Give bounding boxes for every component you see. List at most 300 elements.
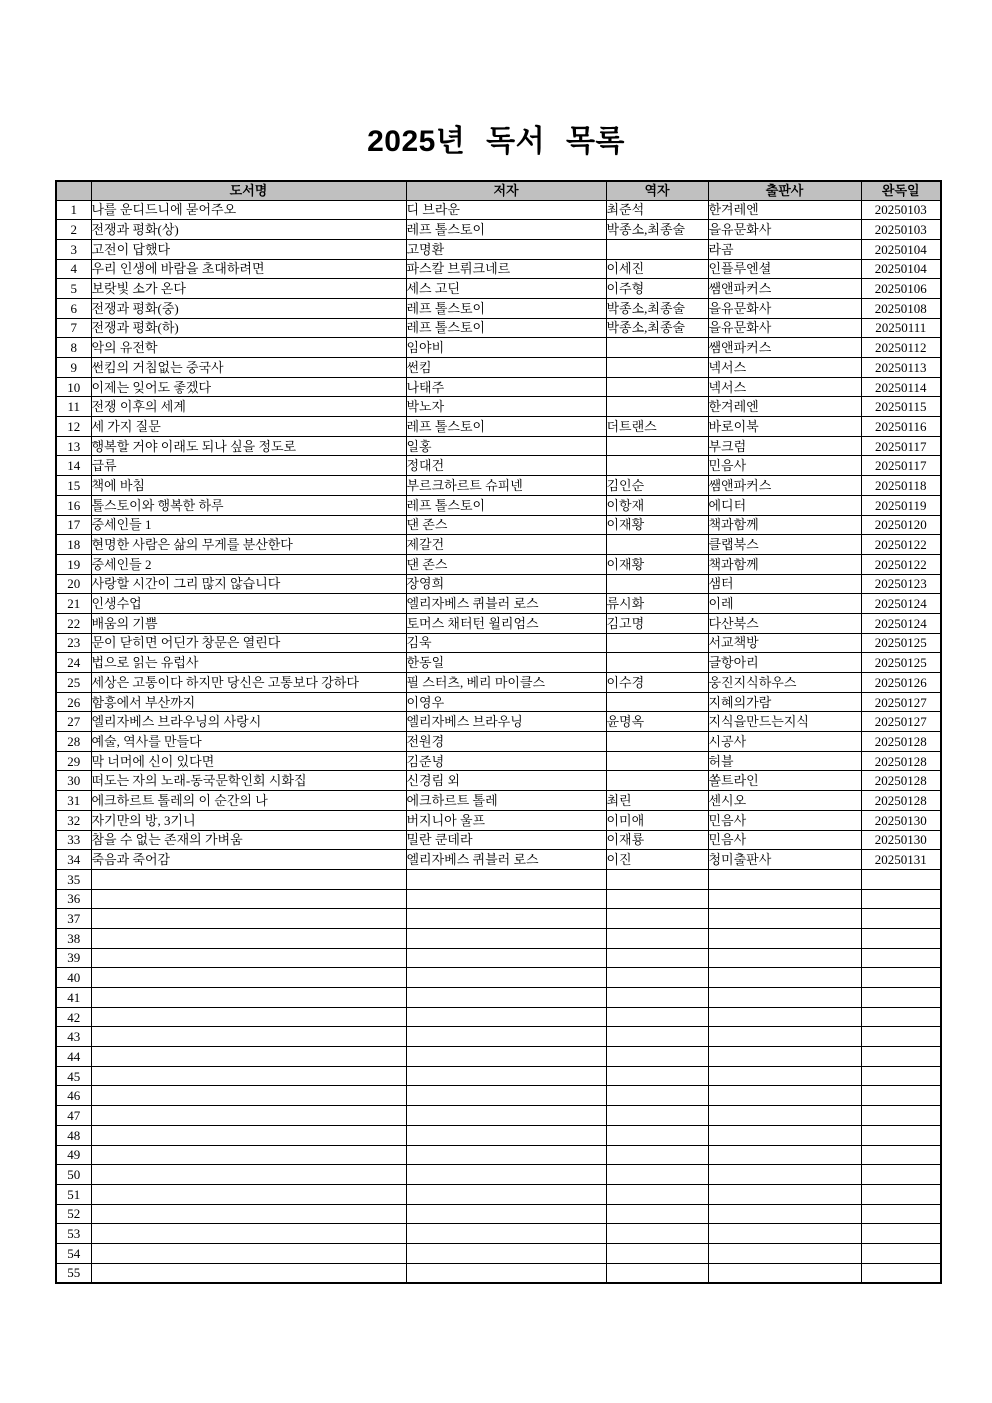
completion-date-cell: 20250112	[861, 338, 941, 358]
completion-date-cell: 20250114	[861, 377, 941, 397]
table-row	[56, 417, 941, 437]
translator-cell	[606, 1047, 708, 1067]
completion-date-cell: 20250125	[861, 633, 941, 653]
author-cell: 디 브라운	[406, 200, 606, 220]
publisher-cell	[708, 889, 861, 909]
publisher-cell	[708, 1007, 861, 1027]
header-author: 저자	[406, 181, 606, 200]
book-title-cell: 전쟁 이후의 세계	[91, 397, 406, 417]
completion-date-cell: 20250120	[861, 515, 941, 535]
table-row	[56, 495, 941, 515]
row-number-cell: 47	[56, 1106, 91, 1126]
translator-cell	[606, 377, 708, 397]
table-row	[56, 298, 941, 318]
book-title-cell: 중세인들 2	[91, 554, 406, 574]
book-title-cell: 우리 인생에 바람을 초대하려면	[91, 259, 406, 279]
translator-cell	[606, 988, 708, 1008]
book-title-cell: 법으로 읽는 유럽사	[91, 653, 406, 673]
completion-date-cell: 20250115	[861, 397, 941, 417]
author-cell	[406, 869, 606, 889]
table-row	[56, 791, 941, 811]
author-cell: 레프 톨스토이	[406, 220, 606, 240]
book-title-cell: 나를 운디드니에 묻어주오	[91, 200, 406, 220]
row-number-cell: 3	[56, 239, 91, 259]
author-cell	[406, 1184, 606, 1204]
table-row	[56, 810, 941, 830]
translator-cell	[606, 968, 708, 988]
author-cell: 에크하르트 톨레	[406, 791, 606, 811]
author-cell: 파스칼 브뤼크네르	[406, 259, 606, 279]
header-book-title: 도서명	[91, 181, 406, 200]
row-number-cell: 41	[56, 988, 91, 1008]
table-row	[56, 338, 941, 358]
translator-cell	[606, 1086, 708, 1106]
table-row	[56, 948, 941, 968]
completion-date-cell	[861, 1204, 941, 1224]
completion-date-cell: 20250113	[861, 358, 941, 378]
publisher-cell: 책과함께	[708, 554, 861, 574]
table-row	[56, 279, 941, 299]
publisher-cell	[708, 968, 861, 988]
book-title-cell: 이제는 잊어도 좋겠다	[91, 377, 406, 397]
completion-date-cell: 20250130	[861, 830, 941, 850]
table-row	[56, 554, 941, 574]
author-cell	[406, 909, 606, 929]
row-number-cell: 1	[56, 200, 91, 220]
author-cell: 엘리자베스 브라우닝	[406, 712, 606, 732]
book-title-cell	[91, 1145, 406, 1165]
completion-date-cell: 20250111	[861, 318, 941, 338]
completion-date-cell	[861, 1224, 941, 1244]
table-row	[56, 1184, 941, 1204]
table-row	[56, 928, 941, 948]
publisher-cell: 클랩북스	[708, 535, 861, 555]
publisher-cell	[708, 928, 861, 948]
book-title-cell	[91, 1066, 406, 1086]
reading-list-table	[55, 180, 942, 1284]
book-title-cell: 자기만의 방, 3기니	[91, 810, 406, 830]
translator-cell	[606, 1184, 708, 1204]
row-number-cell: 49	[56, 1145, 91, 1165]
publisher-cell: 다산북스	[708, 613, 861, 633]
row-number-cell: 23	[56, 633, 91, 653]
row-number-cell: 50	[56, 1165, 91, 1185]
translator-cell	[606, 456, 708, 476]
book-title-cell: 세 가지 질문	[91, 417, 406, 437]
row-number-cell: 25	[56, 673, 91, 693]
book-title-cell	[91, 909, 406, 929]
translator-cell	[606, 1145, 708, 1165]
book-title-cell: 예술, 역사를 만들다	[91, 732, 406, 752]
translator-cell	[606, 948, 708, 968]
publisher-cell: 을유문화사	[708, 318, 861, 338]
translator-cell	[606, 397, 708, 417]
author-cell: 엘리자베스 퀴블러 로스	[406, 594, 606, 614]
book-title-cell	[91, 928, 406, 948]
translator-cell	[606, 1165, 708, 1185]
table-row	[56, 850, 941, 870]
table-row	[56, 1086, 941, 1106]
table-row	[56, 1027, 941, 1047]
publisher-cell: 민음사	[708, 830, 861, 850]
row-number-cell: 42	[56, 1007, 91, 1027]
row-number-cell: 9	[56, 358, 91, 378]
book-title-cell	[91, 988, 406, 1008]
row-number-cell: 48	[56, 1125, 91, 1145]
translator-cell	[606, 692, 708, 712]
publisher-cell: 글항아리	[708, 653, 861, 673]
publisher-cell: 민음사	[708, 810, 861, 830]
translator-cell	[606, 771, 708, 791]
author-cell: 레프 톨스토이	[406, 495, 606, 515]
row-number-cell: 6	[56, 298, 91, 318]
table-row	[56, 456, 941, 476]
book-title-cell	[91, 1125, 406, 1145]
translator-cell: 최준석	[606, 200, 708, 220]
table-row	[56, 1243, 941, 1263]
publisher-cell: 지식을만드는지식	[708, 712, 861, 732]
translator-cell: 박종소,최종술	[606, 318, 708, 338]
header-translator: 역자	[606, 181, 708, 200]
table-row	[56, 535, 941, 555]
author-cell: 전원경	[406, 732, 606, 752]
publisher-cell	[708, 1184, 861, 1204]
header-completion-date: 완독일	[861, 181, 941, 200]
completion-date-cell: 20250131	[861, 850, 941, 870]
author-cell	[406, 1106, 606, 1126]
translator-cell	[606, 869, 708, 889]
table-row	[56, 1106, 941, 1126]
row-number-cell: 18	[56, 535, 91, 555]
author-cell	[406, 1125, 606, 1145]
table-row	[56, 436, 941, 456]
publisher-cell: 웅진지식하우스	[708, 673, 861, 693]
author-cell: 김욱	[406, 633, 606, 653]
row-number-cell: 5	[56, 279, 91, 299]
book-title-cell: 문이 닫히면 어딘가 창문은 열린다	[91, 633, 406, 653]
publisher-cell	[708, 1145, 861, 1165]
author-cell: 필 스터츠, 베리 마이클스	[406, 673, 606, 693]
table-row	[56, 318, 941, 338]
header-row-number	[56, 181, 91, 200]
publisher-cell	[708, 1224, 861, 1244]
table-row	[56, 515, 941, 535]
completion-date-cell: 20250106	[861, 279, 941, 299]
completion-date-cell: 20250103	[861, 200, 941, 220]
book-title-cell	[91, 1047, 406, 1067]
translator-cell: 더트랜스	[606, 417, 708, 437]
table-row	[56, 594, 941, 614]
row-number-cell: 46	[56, 1086, 91, 1106]
translator-cell	[606, 338, 708, 358]
table-row	[56, 732, 941, 752]
book-title-cell: 인생수업	[91, 594, 406, 614]
book-title-cell	[91, 1007, 406, 1027]
publisher-cell: 센시오	[708, 791, 861, 811]
completion-date-cell: 20250117	[861, 456, 941, 476]
publisher-cell	[708, 1243, 861, 1263]
completion-date-cell: 20250122	[861, 535, 941, 555]
completion-date-cell: 20250117	[861, 436, 941, 456]
table-row	[56, 1066, 941, 1086]
translator-cell: 이세진	[606, 259, 708, 279]
book-title-cell	[91, 869, 406, 889]
translator-cell: 류시화	[606, 594, 708, 614]
author-cell: 신경림 외	[406, 771, 606, 791]
publisher-cell: 넥서스	[708, 358, 861, 378]
publisher-cell: 부크럼	[708, 436, 861, 456]
translator-cell	[606, 751, 708, 771]
author-cell	[406, 928, 606, 948]
table-row	[56, 889, 941, 909]
author-cell: 이영우	[406, 692, 606, 712]
author-cell	[406, 1145, 606, 1165]
translator-cell: 이수경	[606, 673, 708, 693]
book-title-cell: 참을 수 없는 존재의 가벼움	[91, 830, 406, 850]
row-number-cell: 10	[56, 377, 91, 397]
table-row	[56, 574, 941, 594]
row-number-cell: 31	[56, 791, 91, 811]
table-row	[56, 259, 941, 279]
row-number-cell: 30	[56, 771, 91, 791]
book-title-cell	[91, 1184, 406, 1204]
publisher-cell	[708, 1027, 861, 1047]
publisher-cell: 쌤앤파커스	[708, 476, 861, 496]
completion-date-cell	[861, 1047, 941, 1067]
table-row	[56, 358, 941, 378]
translator-cell: 윤명옥	[606, 712, 708, 732]
publisher-cell	[708, 1263, 861, 1283]
translator-cell: 이항재	[606, 495, 708, 515]
author-cell	[406, 1047, 606, 1067]
row-number-cell: 34	[56, 850, 91, 870]
completion-date-cell: 20250108	[861, 298, 941, 318]
table-row	[56, 613, 941, 633]
completion-date-cell	[861, 1086, 941, 1106]
book-title-cell	[91, 948, 406, 968]
publisher-cell	[708, 869, 861, 889]
publisher-cell: 라곰	[708, 239, 861, 259]
table-row	[56, 673, 941, 693]
completion-date-cell: 20250125	[861, 653, 941, 673]
author-cell: 버지니아 울프	[406, 810, 606, 830]
author-cell: 박노자	[406, 397, 606, 417]
translator-cell	[606, 1204, 708, 1224]
author-cell: 정대건	[406, 456, 606, 476]
publisher-cell: 지혜의가람	[708, 692, 861, 712]
translator-cell	[606, 1224, 708, 1244]
author-cell	[406, 968, 606, 988]
book-title-cell: 막 너머에 신이 있다면	[91, 751, 406, 771]
publisher-cell: 청미출판사	[708, 850, 861, 870]
table-row	[56, 239, 941, 259]
book-title-cell: 급류	[91, 456, 406, 476]
book-title-cell: 죽음과 죽어감	[91, 850, 406, 870]
book-title-cell: 사랑할 시간이 그리 많지 않습니다	[91, 574, 406, 594]
publisher-cell	[708, 948, 861, 968]
author-cell	[406, 988, 606, 1008]
completion-date-cell: 20250104	[861, 259, 941, 279]
row-number-cell: 43	[56, 1027, 91, 1047]
translator-cell	[606, 1066, 708, 1086]
book-title-cell	[91, 1027, 406, 1047]
completion-date-cell	[861, 869, 941, 889]
completion-date-cell: 20250104	[861, 239, 941, 259]
translator-cell	[606, 633, 708, 653]
table-row	[56, 1165, 941, 1185]
completion-date-cell	[861, 928, 941, 948]
author-cell	[406, 1007, 606, 1027]
row-number-cell: 14	[56, 456, 91, 476]
book-title-cell: 배움의 기쁨	[91, 613, 406, 633]
translator-cell: 이재황	[606, 554, 708, 574]
book-title-cell: 현명한 사람은 삶의 무게를 분산한다	[91, 535, 406, 555]
author-cell: 토머스 채터턴 윌리엄스	[406, 613, 606, 633]
publisher-cell: 책과함께	[708, 515, 861, 535]
publisher-cell: 쌤앤파커스	[708, 279, 861, 299]
publisher-cell: 에디터	[708, 495, 861, 515]
translator-cell	[606, 1007, 708, 1027]
table-row	[56, 1204, 941, 1224]
row-number-cell: 16	[56, 495, 91, 515]
row-number-cell: 52	[56, 1204, 91, 1224]
completion-date-cell	[861, 1184, 941, 1204]
publisher-cell: 이레	[708, 594, 861, 614]
table-row	[56, 988, 941, 1008]
row-number-cell: 53	[56, 1224, 91, 1244]
translator-cell	[606, 909, 708, 929]
completion-date-cell: 20250124	[861, 613, 941, 633]
completion-date-cell	[861, 1066, 941, 1086]
row-number-cell: 22	[56, 613, 91, 633]
completion-date-cell	[861, 988, 941, 1008]
book-title-cell: 전쟁과 평화(하)	[91, 318, 406, 338]
row-number-cell: 26	[56, 692, 91, 712]
table-row	[56, 1145, 941, 1165]
completion-date-cell: 20250126	[861, 673, 941, 693]
author-cell	[406, 1027, 606, 1047]
translator-cell	[606, 1125, 708, 1145]
publisher-cell: 쌤앤파커스	[708, 338, 861, 358]
table-row	[56, 1047, 941, 1067]
table-row	[56, 633, 941, 653]
author-cell	[406, 1204, 606, 1224]
author-cell: 썬킴	[406, 358, 606, 378]
row-number-cell: 55	[56, 1263, 91, 1283]
table-row	[56, 397, 941, 417]
table-row	[56, 968, 941, 988]
author-cell	[406, 1066, 606, 1086]
row-number-cell: 35	[56, 869, 91, 889]
completion-date-cell	[861, 1106, 941, 1126]
translator-cell: 이재룡	[606, 830, 708, 850]
author-cell: 레프 톨스토이	[406, 298, 606, 318]
completion-date-cell: 20250123	[861, 574, 941, 594]
book-title-cell	[91, 889, 406, 909]
author-cell: 김준녕	[406, 751, 606, 771]
author-cell: 제갈건	[406, 535, 606, 555]
translator-cell	[606, 928, 708, 948]
completion-date-cell	[861, 1007, 941, 1027]
table-body	[56, 200, 941, 1283]
page-title: 2025년 독서 목록	[367, 125, 625, 158]
publisher-cell: 쏠트라인	[708, 771, 861, 791]
publisher-cell	[708, 1106, 861, 1126]
completion-date-cell: 20250118	[861, 476, 941, 496]
header-publisher: 출판사	[708, 181, 861, 200]
row-number-cell: 38	[56, 928, 91, 948]
table-row	[56, 1224, 941, 1244]
book-title-cell: 썬킴의 거침없는 중국사	[91, 358, 406, 378]
table-row	[56, 712, 941, 732]
translator-cell: 이진	[606, 850, 708, 870]
row-number-cell: 29	[56, 751, 91, 771]
author-cell	[406, 889, 606, 909]
book-title-cell	[91, 1243, 406, 1263]
book-title-cell: 전쟁과 평화(중)	[91, 298, 406, 318]
completion-date-cell	[861, 968, 941, 988]
row-number-cell: 39	[56, 948, 91, 968]
table-row	[56, 200, 941, 220]
translator-cell: 박종소,최종술	[606, 298, 708, 318]
publisher-cell: 넥서스	[708, 377, 861, 397]
row-number-cell: 21	[56, 594, 91, 614]
table-row	[56, 1007, 941, 1027]
completion-date-cell	[861, 948, 941, 968]
publisher-cell	[708, 1125, 861, 1145]
completion-date-cell: 20250128	[861, 732, 941, 752]
book-title-cell: 악의 유전학	[91, 338, 406, 358]
translator-cell: 이주형	[606, 279, 708, 299]
row-number-cell: 51	[56, 1184, 91, 1204]
table-header-row	[56, 181, 941, 200]
table-row	[56, 751, 941, 771]
table-row	[56, 377, 941, 397]
translator-cell	[606, 239, 708, 259]
translator-cell: 김인순	[606, 476, 708, 496]
publisher-cell	[708, 909, 861, 929]
publisher-cell	[708, 1066, 861, 1086]
translator-cell	[606, 1243, 708, 1263]
author-cell	[406, 1086, 606, 1106]
completion-date-cell	[861, 889, 941, 909]
publisher-cell: 을유문화사	[708, 298, 861, 318]
author-cell: 세스 고딘	[406, 279, 606, 299]
translator-cell	[606, 1106, 708, 1126]
book-title-cell	[91, 1204, 406, 1224]
row-number-cell: 28	[56, 732, 91, 752]
author-cell: 댄 존스	[406, 554, 606, 574]
book-title-cell	[91, 1263, 406, 1283]
table-row	[56, 830, 941, 850]
book-title-cell	[91, 1106, 406, 1126]
row-number-cell: 19	[56, 554, 91, 574]
completion-date-cell	[861, 1027, 941, 1047]
translator-cell	[606, 1263, 708, 1283]
author-cell: 임야비	[406, 338, 606, 358]
completion-date-cell	[861, 1263, 941, 1283]
row-number-cell: 32	[56, 810, 91, 830]
completion-date-cell: 20250128	[861, 791, 941, 811]
book-title-cell: 중세인들 1	[91, 515, 406, 535]
book-title-cell: 보랏빛 소가 온다	[91, 279, 406, 299]
translator-cell: 박종소,최종술	[606, 220, 708, 240]
author-cell	[406, 1243, 606, 1263]
publisher-cell: 허블	[708, 751, 861, 771]
publisher-cell: 민음사	[708, 456, 861, 476]
publisher-cell	[708, 1165, 861, 1185]
author-cell: 댄 존스	[406, 515, 606, 535]
